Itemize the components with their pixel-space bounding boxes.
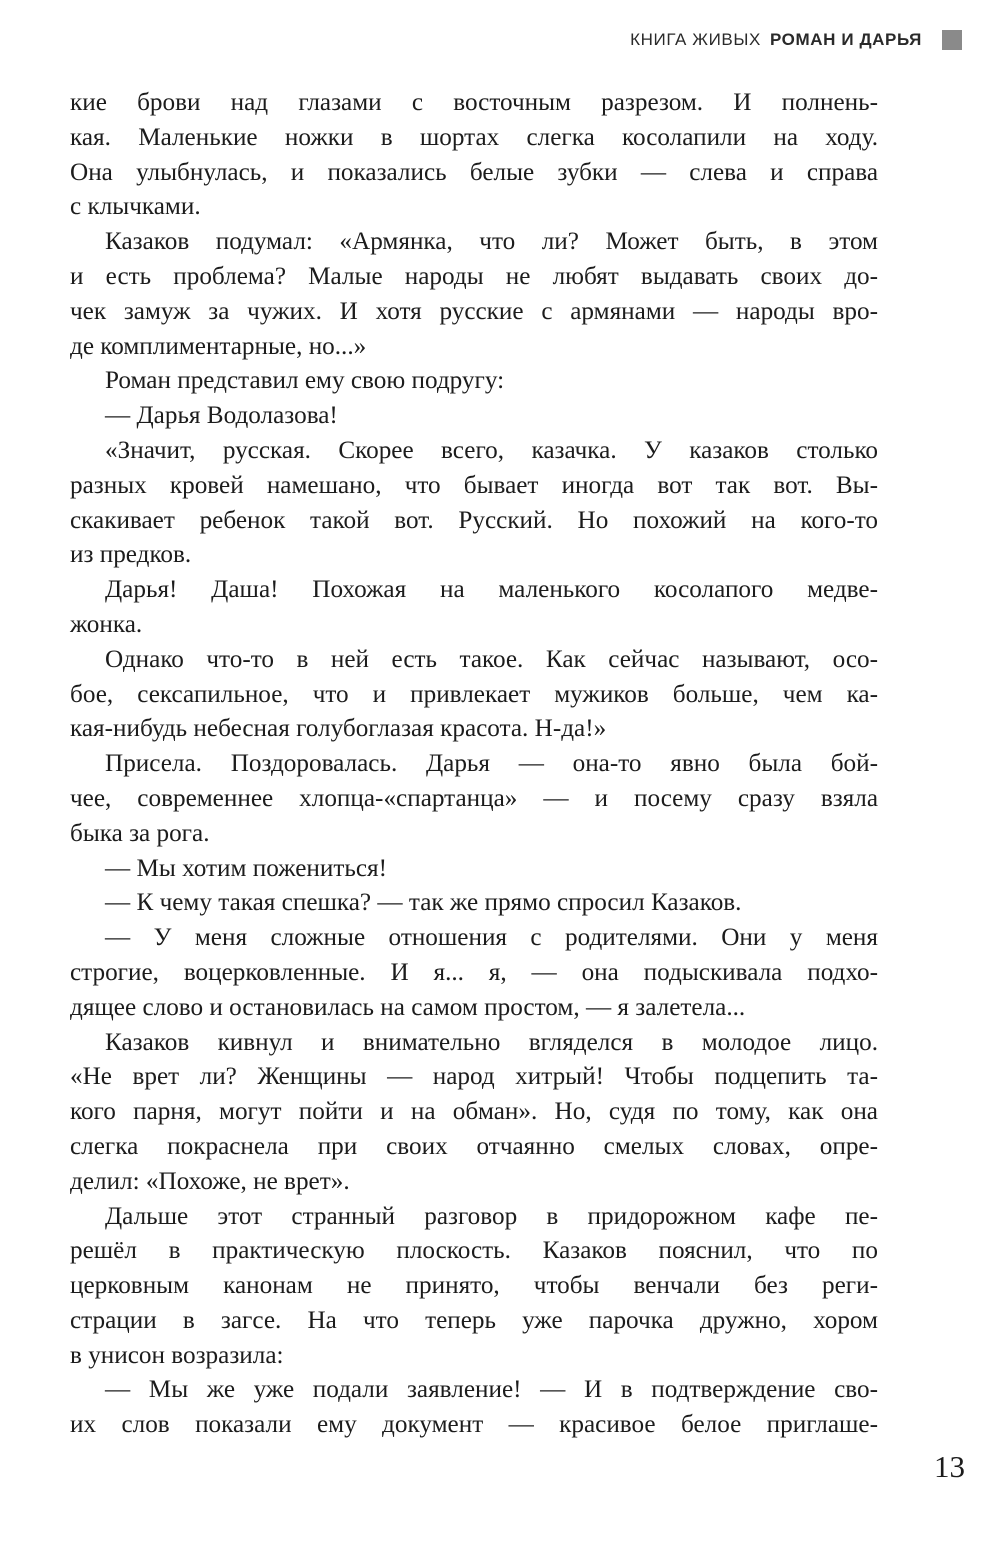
- chapter-title: РОМАН И ДАРЬЯ: [769, 30, 922, 49]
- text-line: кие брови над глазами с восточным разрезом. И полнень-: [70, 89, 878, 116]
- text-line: быка за рога.: [70, 819, 210, 847]
- text-line: «Значит, русская. Скорее всего, казачка. У казаков столько: [105, 436, 878, 464]
- text-line: делил: «Похоже, не врет».: [70, 1167, 350, 1195]
- text-line: строгие, воцерковленные. И я... я, — она подыскивала подхо-: [70, 958, 878, 986]
- text-line: — Мы же уже подали заявление! — И в подтверждение сво-: [105, 1376, 878, 1404]
- text-line: жонка.: [70, 610, 143, 638]
- text-line: кая-нибудь небесная голубоглазая красота. Н-да!»: [70, 715, 607, 743]
- gray-square-marker: [942, 30, 962, 50]
- text-line: «Не врет ли? Женщины — народ хитрый! Чтобы подцепить та-: [70, 1063, 878, 1091]
- text-line: Дарья! Даша! Похожая на маленького косолапого медве-: [105, 576, 878, 604]
- text-line: церковным канонам не принято, чтобы венчали без реги-: [70, 1272, 878, 1300]
- text-line: — К чему такая спешка? — так же прямо спросил Казаков.: [105, 889, 742, 917]
- text-line: Роман представил ему свою подругу:: [105, 367, 505, 395]
- text-line: страции в загсе. На что теперь уже парочка дружно, хором: [70, 1306, 878, 1334]
- text-line: — Мы хотим пожениться!: [105, 854, 388, 882]
- text-line: чее, современнее хлопца-«спартанца» — и посему сразу взяла: [70, 784, 878, 812]
- text-line: Она улыбнулась, и показались белые зубки — слева и справа: [70, 158, 878, 186]
- page-number: 13: [934, 1449, 965, 1484]
- text-line: чек замуж за чужих. И хотя русские с армянами — народы вро-: [70, 297, 878, 325]
- text-line: из предков.: [70, 541, 192, 569]
- text-line: Дальше этот странный разговор в придорожном кафе пе-: [105, 1202, 878, 1230]
- text-line: де комплиментарные, но...»: [70, 332, 367, 360]
- book-title: КНИГА ЖИВЫХ: [630, 30, 761, 49]
- text-line: кая. Маленькие ножки в шортах слегка косолапили на ходу.: [70, 123, 878, 151]
- text-line: с клычками.: [70, 193, 201, 221]
- text-line: решёл в практическую плоскость. Казаков пояснил, что по: [70, 1237, 878, 1265]
- text-line: разных кровей намешано, что бывает иногда вот так вот. Вы-: [70, 471, 878, 499]
- text-line: бое, сексапильное, что и привлекает мужиков больше, чем ка-: [70, 680, 878, 708]
- running-head: [630, 30, 962, 50]
- text-line: в унисон возразила:: [70, 1341, 284, 1369]
- text-line: слегка покраснела при своих отчаянно смелых словах, опре-: [70, 1132, 878, 1160]
- body-text: [70, 86, 878, 1443]
- text-line: Однако что-то в ней есть такое. Как сейчас называют, осо-: [105, 645, 878, 673]
- text-line: кого парня, могут пойти и на обман». Но, судя по тому, как она: [70, 1098, 878, 1126]
- text-line: их слов показали ему документ — красивое белое приглаше-: [70, 1411, 878, 1439]
- text-line: Казаков кивнул и внимательно вгляделся в молодое лицо.: [105, 1028, 878, 1056]
- text-line: и есть проблема? Малые народы не любят выдавать своих до-: [70, 262, 878, 290]
- text-line: Казаков подумал: «Армянка, что ли? Может быть, в этом: [105, 228, 878, 256]
- text-line: скакивает ребенок такой вот. Русский. Но похожий на кого-то: [70, 506, 878, 534]
- text-line: — Дарья Водолазова!: [105, 402, 338, 430]
- text-line: Присела. Поздоровалась. Дарья — она-то явно была бой-: [105, 750, 878, 778]
- text-line: — У меня сложные отношения с родителями. Они у меня: [105, 924, 878, 952]
- text-line: дящее слово и остановилась на самом простом, — я залетела...: [70, 993, 746, 1021]
